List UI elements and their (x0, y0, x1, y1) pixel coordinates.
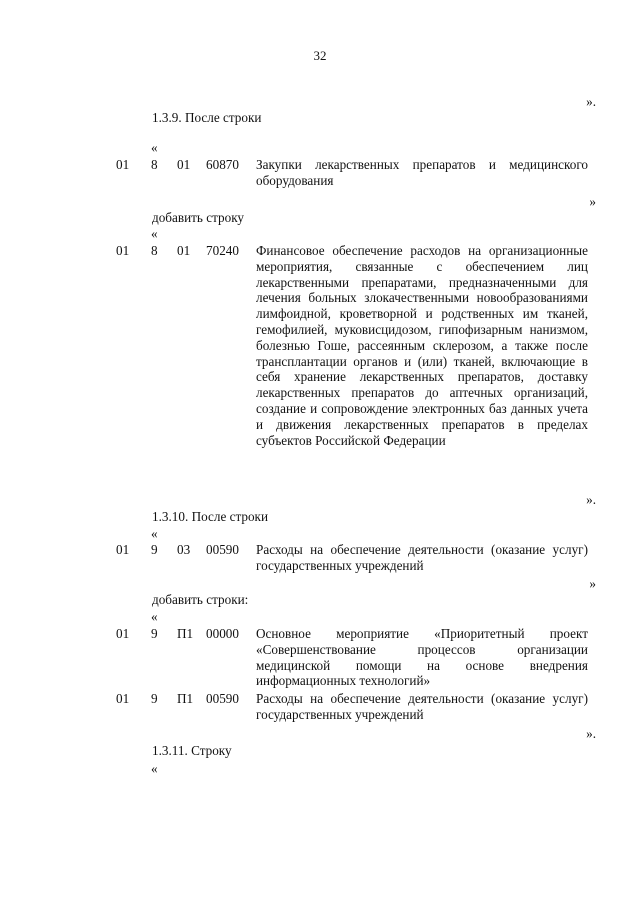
code-program: 9 (151, 691, 158, 706)
code-ministry: 01 (116, 243, 130, 258)
row-description: Закупки лекарственных препаратов и медицинского оборудования (256, 157, 588, 188)
closing-quote: » (589, 194, 596, 209)
code-direction: 00590 (206, 542, 239, 557)
code-program: 9 (151, 626, 158, 641)
code-subprogram: 03 (177, 542, 191, 557)
section-heading-1-3-10: 1.3.10. После строки (152, 509, 269, 524)
row-description: Основное мероприятие «Приоритетный проект «Совершенствование процессов организации медицинской помощи на основе внедрения информационных технологий» (256, 626, 588, 689)
page-number: 32 (313, 48, 327, 63)
code-subprogram: 01 (177, 243, 191, 258)
code-direction: 60870 (206, 157, 239, 172)
closing-quote: ». (586, 726, 596, 741)
row-description: Расходы на обеспечение деятельности (оказание услуг) государственных учреждений (256, 542, 588, 573)
open-quote: « (151, 526, 158, 541)
code-subprogram: П1 (177, 626, 194, 641)
code-program: 8 (151, 157, 158, 172)
open-quote: « (151, 761, 158, 776)
code-subprogram: 01 (177, 157, 191, 172)
code-ministry: 01 (116, 626, 130, 641)
section-heading-1-3-11: 1.3.11. Строку (152, 743, 232, 758)
row-description: Расходы на обеспечение деятельности (оказание услуг) государственных учреждений (256, 691, 588, 722)
code-subprogram: П1 (177, 691, 194, 706)
code-program: 9 (151, 542, 158, 557)
closing-quote: ». (586, 94, 596, 109)
code-direction: 70240 (206, 243, 239, 258)
row-description: Финансовое обеспечение расходов на организационные мероприятия, связанные с обеспечением лиц лекарственными препаратами, предназначенными для лечения больных злокачественными новообразованиями лимфоидной, кроветворной и родственных им тканей, гемофилией, муковисцидозом, гипофизарным нанизмом, болезнью Гоше, рассеянным склерозом, а также после трансплантации органов и (или) тканей, включающие в себя хранение лекарственных препаратов, доставку лекарственных препаратов до аптечных организаций, создание и сопровождение электронных баз данных учета и движения лекарственных препаратов в пределах субъектов Российской Федерации (256, 243, 588, 448)
code-program: 8 (151, 243, 158, 258)
code-ministry: 01 (116, 542, 130, 557)
closing-quote: » (589, 576, 596, 591)
code-ministry: 01 (116, 691, 130, 706)
section-heading-1-3-9: 1.3.9. После строки (152, 110, 262, 125)
code-ministry: 01 (116, 157, 130, 172)
add-row-label: добавить строку (152, 210, 245, 225)
open-quote: « (151, 609, 158, 624)
open-quote: « (151, 226, 158, 241)
code-direction: 00590 (206, 691, 239, 706)
add-rows-label: добавить строки: (152, 592, 249, 607)
code-direction: 00000 (206, 626, 239, 641)
closing-quote: ». (586, 492, 596, 507)
open-quote: « (151, 140, 158, 155)
